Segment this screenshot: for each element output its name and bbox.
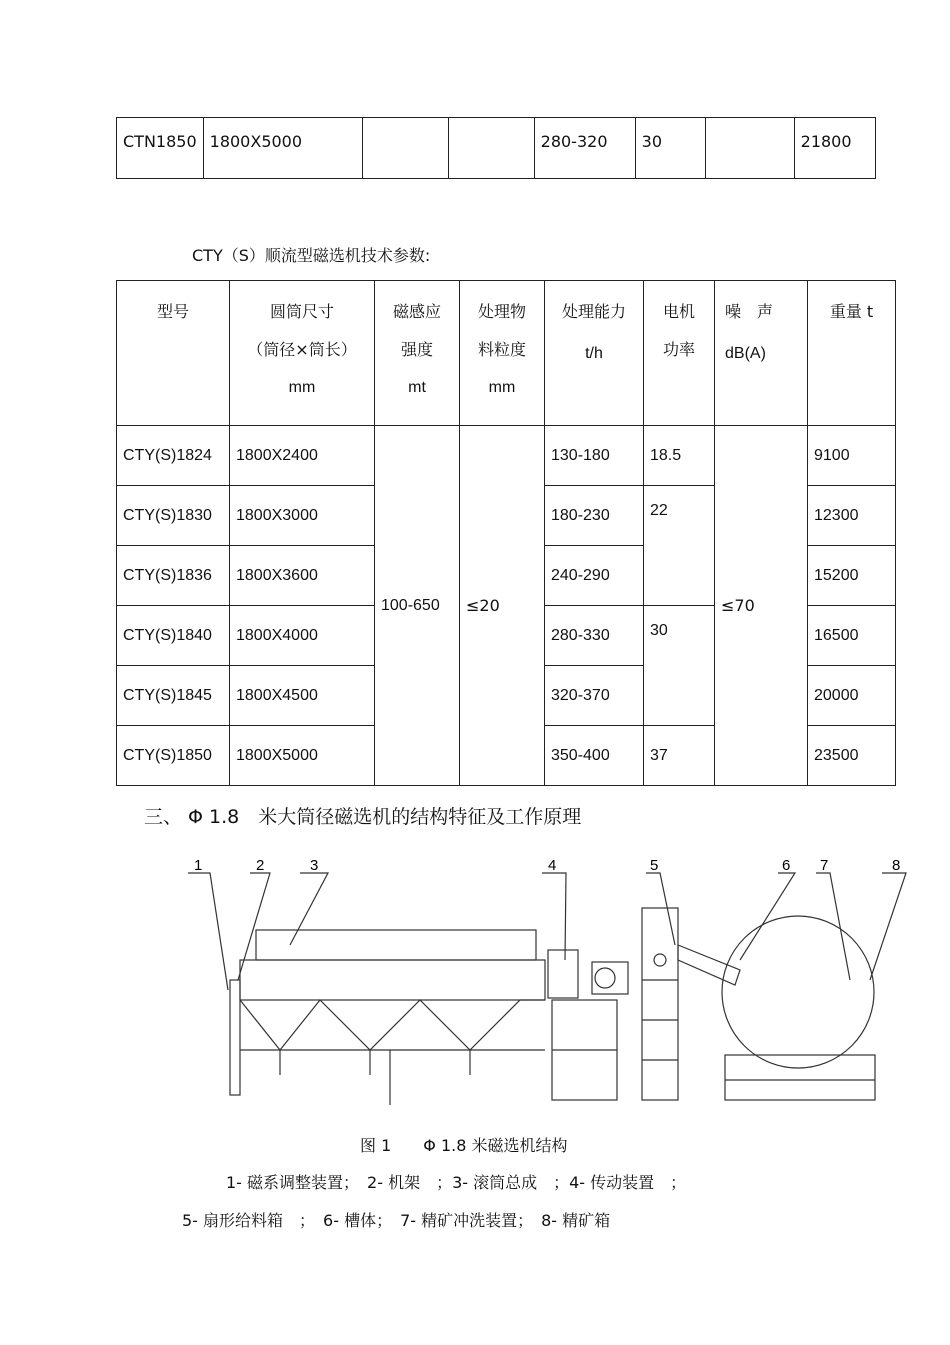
section-heading: 三、 Φ 1.8 米大筒径磁选机的结构特征及工作原理 xyxy=(144,806,582,828)
feed-chute xyxy=(678,945,740,985)
table-row: CTY(S)1836 1800X3600 240-290 15200 xyxy=(117,546,896,606)
callout-leader xyxy=(646,873,675,945)
header-magnetic: 磁感应 强度 mt xyxy=(375,281,460,426)
callout-5: 5 xyxy=(650,857,659,874)
header-weight: 重量 t xyxy=(808,281,896,426)
tank-hoppers xyxy=(240,1000,545,1050)
motor xyxy=(592,962,628,994)
table-row: CTY(S)1845 1800X4500 320-370 20000 xyxy=(117,666,896,726)
callout-8: 8 xyxy=(892,857,901,874)
table-cell: 280-320 xyxy=(534,118,635,179)
callout-leader xyxy=(188,873,228,990)
callout-leader xyxy=(238,873,270,980)
frame-post xyxy=(230,980,240,1095)
table-cell: 21800 xyxy=(794,118,875,179)
table-row: CTY(S)1840 1800X4000 280-330 30 16500 xyxy=(117,606,896,666)
magnetic-cell: 100-650 xyxy=(375,426,460,786)
callout-2: 2 xyxy=(256,857,265,874)
table-title: CTY（S）顺流型磁选机技术参数: xyxy=(192,246,431,265)
table-cell: 1800X5000 xyxy=(203,118,362,179)
table-cell: 30 xyxy=(635,118,705,179)
table-cell: CTN1850 xyxy=(117,118,204,179)
callout-leader xyxy=(290,873,328,945)
callout-leader xyxy=(542,873,566,960)
header-noise: 噪 声 dB(A) xyxy=(715,281,808,426)
tank-body xyxy=(240,960,545,1000)
machine-structure-figure xyxy=(180,850,910,1115)
drum-assembly xyxy=(256,930,536,960)
machine-base xyxy=(725,1055,875,1100)
table-row: CTY(S)1824 1800X2400 100-650 ≤20 130-180 18.5 ≤70 9100 xyxy=(117,426,896,486)
parameter-table xyxy=(116,280,896,786)
callout-4: 4 xyxy=(548,857,557,874)
header-model: 型号 xyxy=(117,281,230,426)
header-size: 圆筒尺寸 （筒径×筒长） mm xyxy=(230,281,375,426)
drum-end-view xyxy=(722,916,874,1068)
feed-box-frame xyxy=(642,908,678,1100)
header-capacity: 处理能力 t/h xyxy=(545,281,644,426)
table-cell xyxy=(705,118,794,179)
figure-legend-line-1: 1- 磁系调整装置； 2- 机架 ；3- 滚筒总成 ；4- 传动装置 ； xyxy=(226,1173,687,1192)
figure-legend-line-2: 5- 扇形给料箱 ； 6- 槽体； 7- 精矿冲洗装置； 8- 精矿箱 xyxy=(182,1211,611,1230)
table-row xyxy=(117,118,876,179)
table-row: CTY(S)1830 1800X3000 180-230 22 12300 xyxy=(117,486,896,546)
table-row: CTY(S)1850 1800X5000 350-400 37 23500 xyxy=(117,726,896,786)
top-table xyxy=(116,117,876,179)
table-header-row xyxy=(117,281,896,426)
header-power: 电机 功率 xyxy=(644,281,715,426)
callout-7: 7 xyxy=(820,857,829,874)
callout-6: 6 xyxy=(782,857,791,874)
gearbox xyxy=(548,950,578,998)
callout-3: 3 xyxy=(310,857,319,874)
table-cell xyxy=(448,118,534,179)
table-cell xyxy=(362,118,448,179)
header-particle: 处理物 料粒度 mm xyxy=(460,281,545,426)
callout-1: 1 xyxy=(194,857,203,874)
callout-leader xyxy=(870,873,906,980)
figure-caption: 图 1 Φ 1.8 米磁选机结构 xyxy=(360,1136,568,1155)
callout-leader xyxy=(816,873,850,980)
particle-cell: ≤20 xyxy=(460,426,545,786)
noise-cell: ≤70 xyxy=(715,426,808,786)
